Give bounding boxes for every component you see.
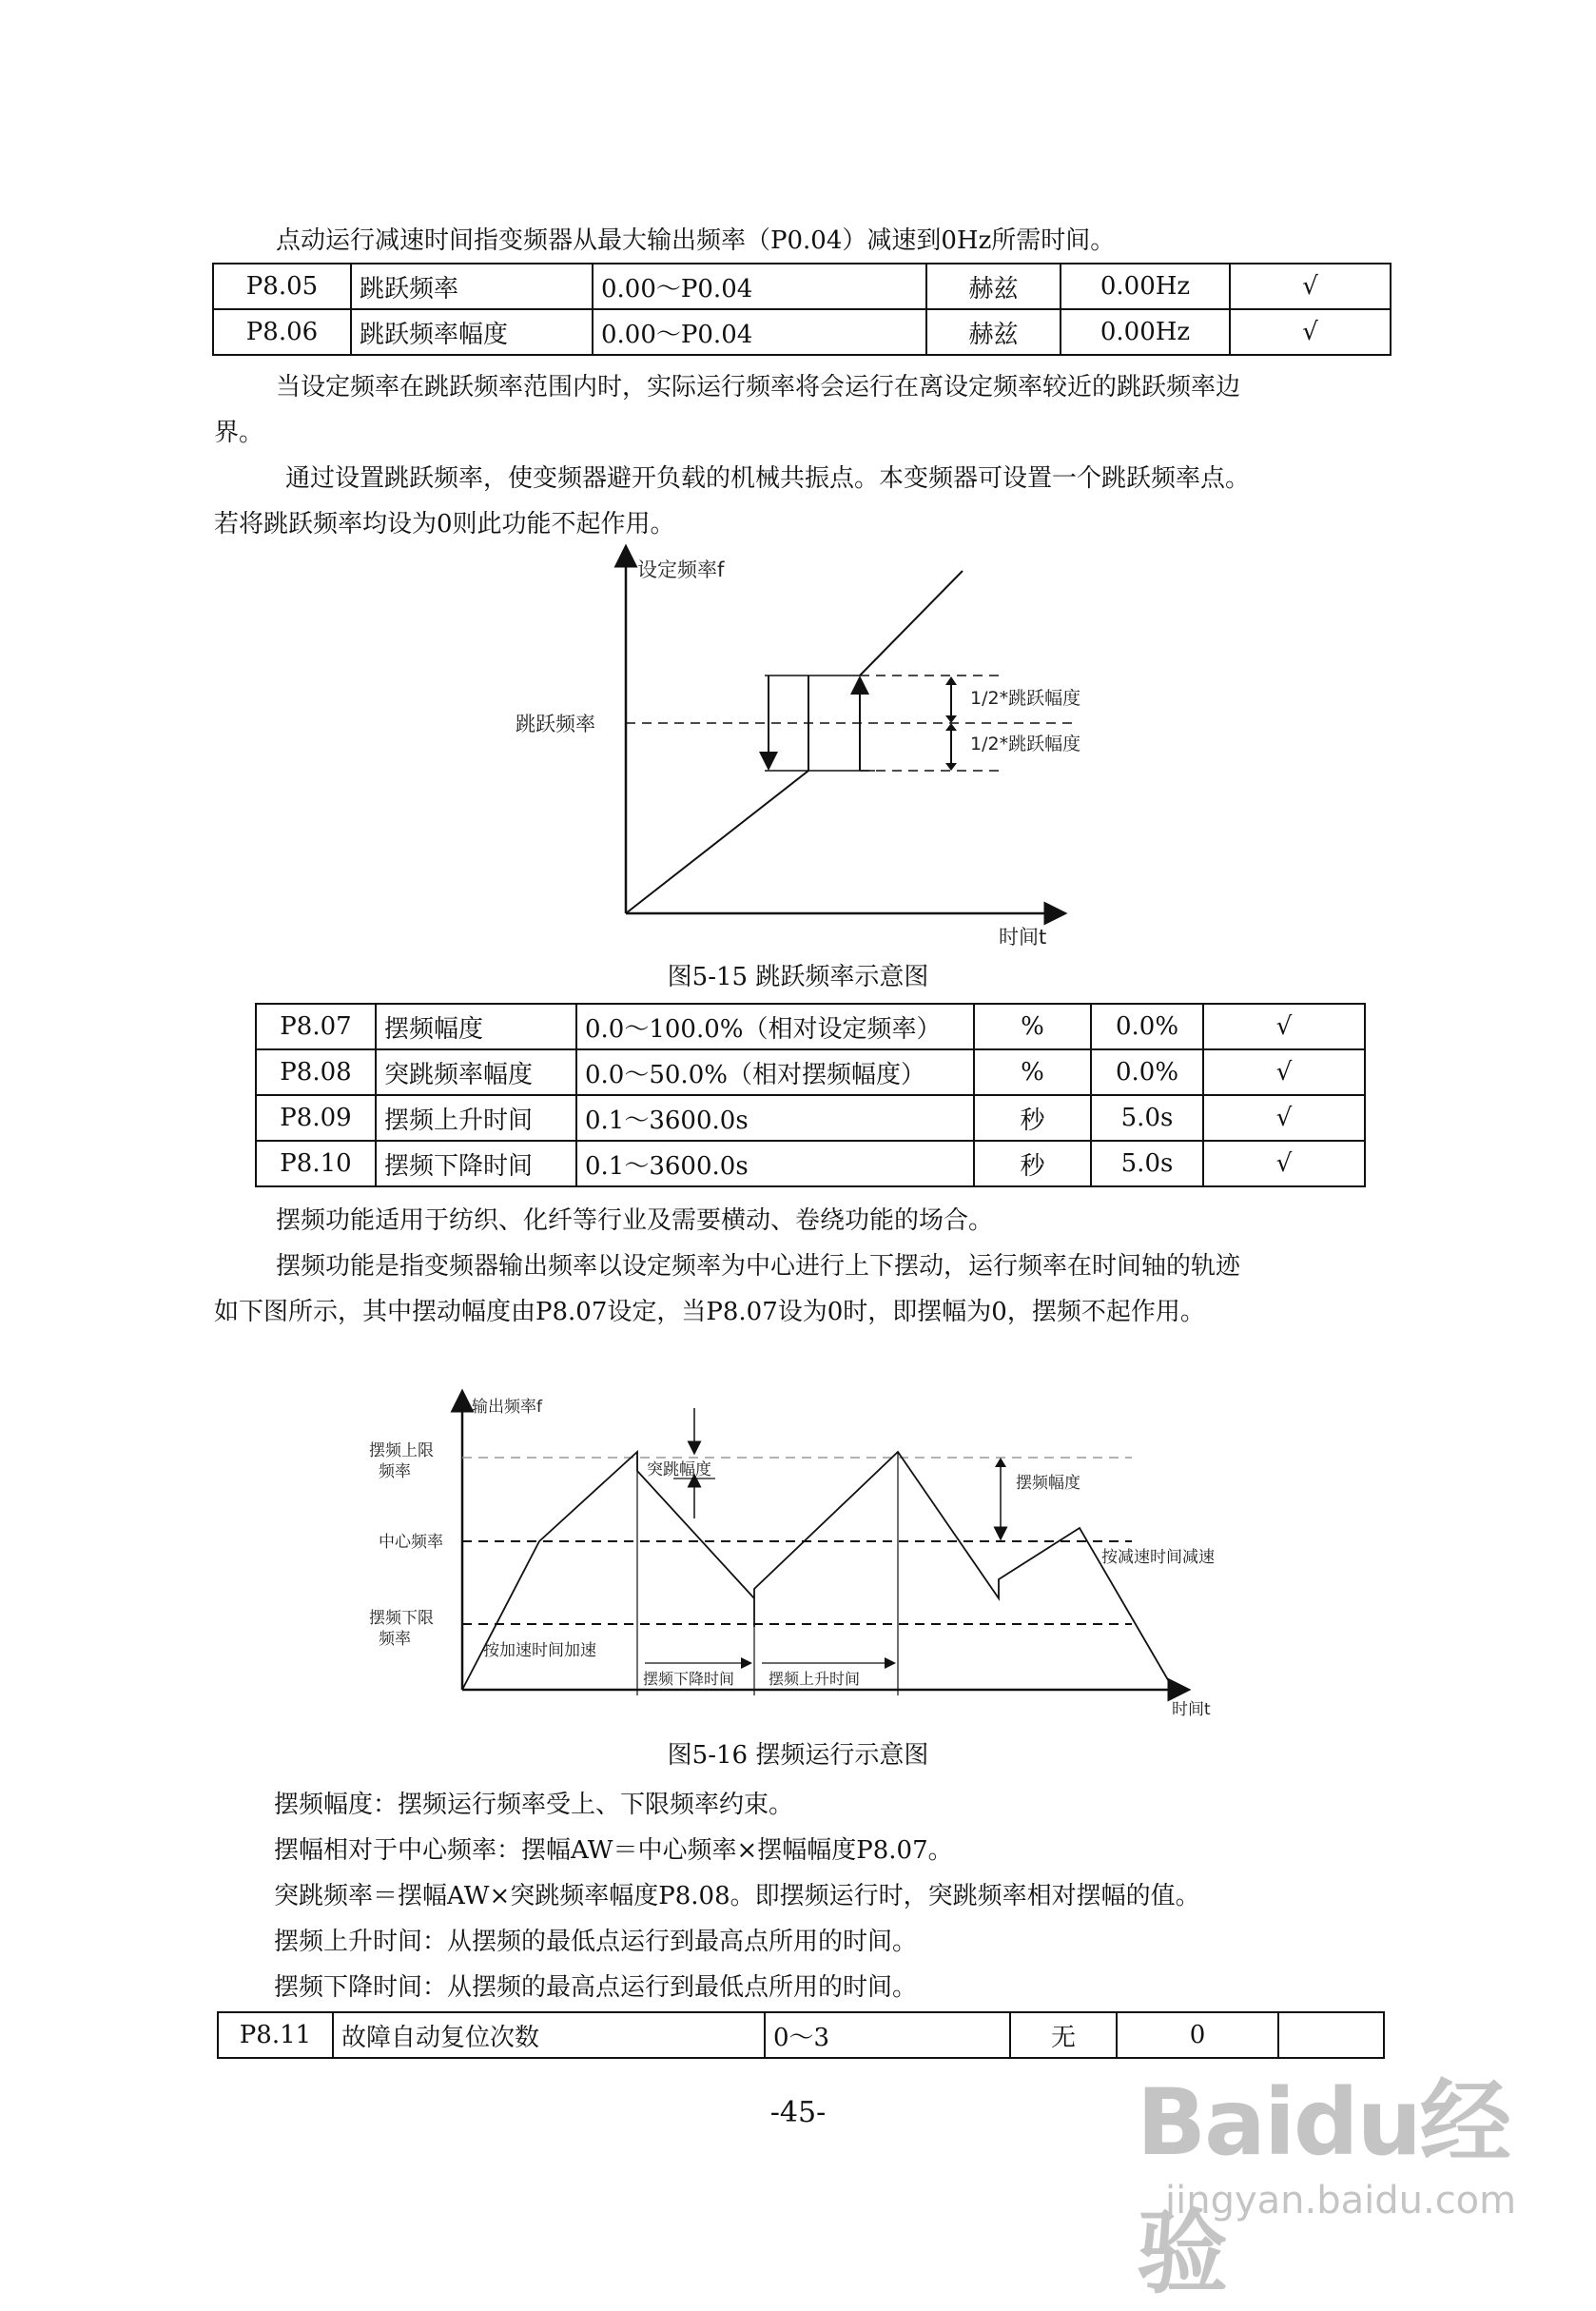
table-row — [213, 309, 1391, 355]
paragraph: 通过设置跳跃频率，使变频器避开负载的机械共振点。本变频器可设置一个跳跃频率点。 — [285, 464, 1251, 493]
table-row — [256, 1049, 1365, 1095]
upper-limit-label-2: 频率 — [379, 1462, 411, 1481]
table-row — [256, 1004, 1365, 1049]
paragraph: 摆频下降时间：从摆频的最高点运行到最低点所用的时间。 — [274, 1973, 918, 2002]
figure-5-15-jump-frequency — [495, 542, 1084, 961]
upper-limit-label: 摆频上限 — [369, 1441, 434, 1460]
param-unit: % — [974, 1004, 1091, 1049]
param-table-1 — [212, 263, 1392, 356]
param-code: P8.08 — [256, 1049, 376, 1095]
figure-caption: 图5-16 摆频运行示意图 — [667, 1741, 929, 1770]
param-default: 0.00Hz — [1061, 264, 1230, 309]
paragraph: 摆幅相对于中心频率：摆幅AW＝中心频率×摆幅幅度P8.07。 — [274, 1836, 953, 1865]
param-mark: √ — [1230, 309, 1391, 355]
param-mark: √ — [1203, 1049, 1365, 1095]
param-name: 突跳频率幅度 — [376, 1049, 576, 1095]
param-default: 5.0s — [1091, 1141, 1203, 1186]
y-axis-label: 设定频率f — [637, 558, 725, 581]
param-mark: √ — [1203, 1095, 1365, 1141]
param-default: 0 — [1117, 2012, 1278, 2058]
frequency-curve — [626, 676, 808, 913]
figure-caption: 图5-15 跳跃频率示意图 — [667, 963, 929, 991]
table-row — [256, 1141, 1365, 1186]
lower-limit-label: 摆频下限 — [369, 1609, 434, 1628]
param-code: P8.09 — [256, 1095, 376, 1141]
param-mark: √ — [1203, 1004, 1365, 1049]
param-unit: % — [974, 1049, 1091, 1095]
paragraph: 界。 — [214, 419, 264, 447]
param-name: 跳跃频率 — [351, 264, 593, 309]
paragraph: 摆频功能是指变频器输出频率以设定频率为中心进行上下摆动，运行频率在时间轴的轨迹 — [276, 1252, 1241, 1281]
param-code: P8.11 — [218, 2012, 333, 2058]
baidu-logo: Baidu经验 — [1137, 2069, 1509, 2306]
lower-limit-label-2: 频率 — [379, 1630, 411, 1649]
param-code: P8.06 — [213, 309, 351, 355]
param-range: 0～3 — [765, 2012, 1010, 2058]
half-amplitude-label-lower: 1/2*跳跃幅度 — [970, 734, 1081, 754]
param-name: 摆频下降时间 — [376, 1141, 576, 1186]
center-frequency-label: 中心频率 — [379, 1533, 443, 1552]
param-default: 5.0s — [1091, 1095, 1203, 1141]
paragraph: 当设定频率在跳跃频率范围内时，实际运行频率将会运行在离设定频率较近的跳跃频率边 — [276, 373, 1241, 401]
param-code: P8.10 — [256, 1141, 376, 1186]
param-default: 0.0% — [1091, 1049, 1203, 1095]
param-range: 0.1～3600.0s — [576, 1141, 974, 1186]
param-mark: √ — [1230, 264, 1391, 309]
table-row — [256, 1095, 1365, 1141]
fall-time-label: 摆频下降时间 — [643, 1670, 735, 1688]
table-row — [213, 264, 1391, 309]
x-axis-label: 时间t — [999, 926, 1047, 949]
accel-note: 按加速时间加速 — [483, 1641, 596, 1660]
paragraph: 如下图所示，其中摆动幅度由P8.07设定，当P8.07设为0时，即摆幅为0，摆频不起作用。 — [214, 1298, 1205, 1326]
param-code: P8.05 — [213, 264, 351, 309]
paragraph: 若将跳跃频率均设为0则此功能不起作用。 — [214, 510, 675, 539]
param-name: 摆频上升时间 — [376, 1095, 576, 1141]
swing-amplitude-label: 摆频幅度 — [1016, 1474, 1080, 1493]
jump-amplitude-label: 突跳幅度 — [647, 1460, 711, 1479]
param-default: 0.00Hz — [1061, 309, 1230, 355]
param-name: 跳跃频率幅度 — [351, 309, 593, 355]
param-range: 0.0～50.0%（相对摆频幅度） — [576, 1049, 974, 1095]
paragraph: 摆频幅度：摆频运行频率受上、下限频率约束。 — [274, 1791, 794, 1819]
frequency-curve-upper — [860, 571, 963, 676]
param-mark: √ — [1203, 1141, 1365, 1186]
param-unit: 无 — [1010, 2012, 1117, 2058]
param-range: 0.00～P0.04 — [593, 264, 926, 309]
param-default: 0.0% — [1091, 1004, 1203, 1049]
paragraph: 摆频上升时间：从摆频的最低点运行到最高点所用的时间。 — [274, 1928, 918, 1956]
watermark — [1137, 2050, 1517, 2306]
decel-note: 按减速时间减速 — [1101, 1548, 1215, 1567]
jump-frequency-label: 跳跃频率 — [516, 713, 595, 735]
page-number: -45- — [769, 2096, 827, 2129]
rise-time-label: 摆频上升时间 — [769, 1670, 861, 1688]
param-unit: 秒 — [974, 1095, 1091, 1141]
param-unit: 赫兹 — [926, 264, 1061, 309]
param-name: 故障自动复位次数 — [333, 2012, 765, 2058]
paragraph: 突跳频率＝摆幅AW×突跳频率幅度P8.08。即摆频运行时，突跳频率相对摆幅的值。 — [274, 1882, 1200, 1910]
param-name: 摆频幅度 — [376, 1004, 576, 1049]
paragraph: 点动运行减速时间指变频器从最大输出频率（P0.04）减速到0Hz所需时间。 — [276, 226, 1116, 255]
param-code: P8.07 — [256, 1004, 376, 1049]
y-axis-label: 输出频率f — [472, 1398, 542, 1417]
x-axis-label: 时间t — [1172, 1700, 1211, 1719]
figure-5-16-swing-frequency — [361, 1380, 1275, 1732]
half-amplitude-label-upper: 1/2*跳跃幅度 — [970, 688, 1081, 709]
param-unit: 赫兹 — [926, 309, 1061, 355]
param-unit: 秒 — [974, 1141, 1091, 1186]
watermark-url: jingyan.baidu.com — [1165, 2179, 1517, 2223]
paragraph: 摆频功能适用于纺织、化纤等行业及需要横动、卷绕功能的场合。 — [276, 1206, 994, 1235]
param-range: 0.0～100.0%（相对设定频率） — [576, 1004, 974, 1049]
param-table-2 — [255, 1003, 1366, 1187]
param-range: 0.00～P0.04 — [593, 309, 926, 355]
param-range: 0.1～3600.0s — [576, 1095, 974, 1141]
